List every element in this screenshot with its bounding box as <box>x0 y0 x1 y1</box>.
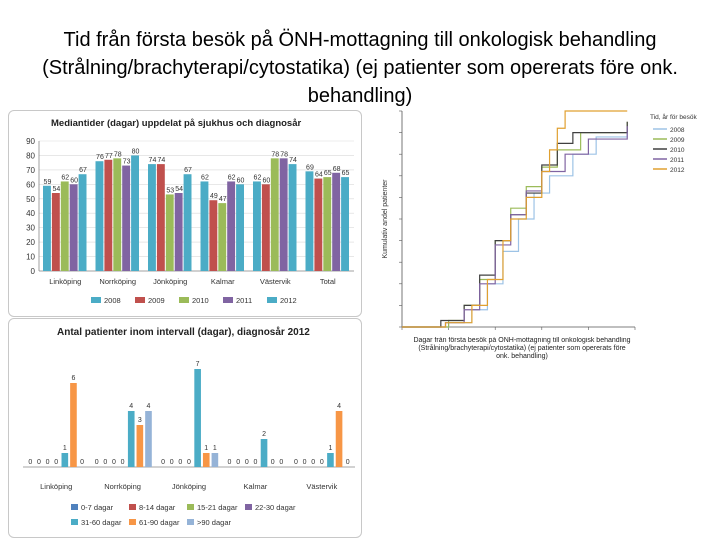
x-tick-label: Västervik <box>306 482 338 491</box>
x-tick-label: Norrköping <box>104 482 141 491</box>
data-label: 0 <box>236 459 241 466</box>
bar-2011-total <box>332 173 340 271</box>
data-label: 78 <box>113 151 122 159</box>
data-label: 1 <box>212 445 217 452</box>
step-line-2012 <box>402 111 627 327</box>
x-tick-label: Jönköping <box>153 277 188 286</box>
legend-label-31-60-dagar: 31-60 dagar <box>81 518 122 527</box>
data-label: 54 <box>52 186 61 193</box>
data-label: 77 <box>104 152 113 160</box>
y-tick-label: 60 <box>26 180 35 190</box>
legend-swatch-22-30-dagar <box>245 504 252 510</box>
data-label: 4 <box>129 403 134 410</box>
step-line-2008 <box>402 128 627 327</box>
data-label: 68 <box>332 165 341 173</box>
y-tick-label: 80 <box>26 151 35 161</box>
data-label: 2 <box>262 431 266 438</box>
data-label: 0 <box>161 459 166 466</box>
bar-2010-västervik <box>271 158 279 271</box>
data-label: 47 <box>218 196 227 204</box>
bar-2012-total <box>341 177 349 271</box>
x-tick-label: Linköping <box>40 482 73 491</box>
data-label: 0 <box>345 459 350 466</box>
data-label: 0 <box>120 459 125 466</box>
data-label: 67 <box>184 167 192 175</box>
legend-label-2008: 2008 <box>670 127 685 134</box>
data-label: 60 <box>236 177 245 185</box>
y-tick-label: 0 <box>30 267 35 276</box>
y-tick-label: 30 <box>26 223 35 233</box>
data-label: 4 <box>146 403 151 410</box>
data-label: 0 <box>45 459 50 466</box>
data-label: 0 <box>36 459 41 466</box>
bar-2010-kalmar <box>218 203 226 271</box>
data-label: 0 <box>244 459 249 466</box>
step-line-2009 <box>402 122 627 327</box>
data-label: 69 <box>306 164 314 172</box>
bar-2008-kalmar <box>201 181 209 271</box>
legend-label-2010: 2010 <box>670 147 685 154</box>
data-label: 67 <box>79 167 87 175</box>
data-label: 0 <box>319 459 324 466</box>
bar-31-60-dagar-linköping <box>62 453 69 467</box>
data-label: 0 <box>253 459 258 466</box>
data-label: 74 <box>289 157 297 165</box>
bar-2009-västervik <box>262 184 270 271</box>
bar-2012-kalmar <box>236 184 244 271</box>
legend-label-2009: 2009 <box>148 296 165 305</box>
x-tick-label: Kalmar <box>243 482 268 491</box>
bar-2011-västervik <box>280 158 288 271</box>
data-label: 1 <box>204 445 209 452</box>
legend-swatch-2009 <box>135 297 145 303</box>
chart-title: Antal patienter inom intervall (dagar), diagnosår 2012 <box>57 327 310 338</box>
bar-61-90-dagar-linköping <box>70 383 77 467</box>
bar-31-60-dagar-västervik <box>327 453 334 467</box>
bar-2009-total <box>314 179 322 271</box>
data-label: 78 <box>280 151 289 159</box>
bar-2011-norrköping <box>122 166 130 271</box>
legend-label-22-30-dagar: 22-30 dagar <box>255 503 296 512</box>
y-tick-label: 70 <box>26 165 35 175</box>
data-label: 0 <box>28 459 33 466</box>
bar-2012-jönköping <box>184 174 192 271</box>
data-label: 0 <box>80 459 85 466</box>
legend-swatch--90-dagar <box>187 519 194 525</box>
bar-61-90-dagar-norrköping <box>137 425 144 467</box>
legend-label-2011: 2011 <box>236 296 253 305</box>
x-tick-label: Jönköping <box>171 482 207 491</box>
bar-2008-västervik <box>253 181 261 271</box>
bar-2012-västervik <box>289 164 297 271</box>
data-label: 62 <box>253 174 262 182</box>
legend-swatch-31-60-dagar <box>71 519 78 525</box>
bar-2008-norrköping <box>96 161 104 271</box>
bar-2009-linköping <box>52 193 60 271</box>
legend-swatch-0-7-dagar <box>71 504 78 510</box>
x-tick-label: Kalmar <box>210 277 235 286</box>
data-label: 6 <box>71 375 76 382</box>
data-label: 0 <box>94 459 99 466</box>
slide-title: Tid från första besök på ÖNH-mottagning till onkologisk behandling (Strålning/brachyterapi/cytostatika) (ej patienter som opererats före onk. behandling) <box>42 29 678 106</box>
bar-2009-kalmar <box>209 200 217 271</box>
bar-2011-linköping <box>70 184 78 271</box>
data-label: 0 <box>302 459 307 466</box>
patients-interval-svg <box>9 319 361 537</box>
bar-2010-norrköping <box>113 158 121 271</box>
legend-label--90-dagar: >90 dagar <box>197 518 231 527</box>
legend-swatch-2010 <box>179 297 189 303</box>
data-label: 74 <box>157 157 166 165</box>
data-label: 7 <box>195 361 200 368</box>
legend-label-2012: 2012 <box>670 167 685 174</box>
legend-label-2010: 2010 <box>192 296 209 305</box>
data-label: 0 <box>270 459 275 466</box>
y-axis-label: Kumulativ andel patienter <box>382 179 389 259</box>
data-label: 62 <box>201 174 209 182</box>
median-times-svg <box>9 111 361 316</box>
y-tick-label: 90 <box>26 137 35 146</box>
data-label: 53 <box>166 187 175 195</box>
data-label: 0 <box>178 459 183 466</box>
data-label: 76 <box>96 154 104 162</box>
bar-31-60-dagar-jönköping <box>194 369 201 467</box>
data-label: 65 <box>323 170 332 178</box>
legend-swatch-15-21-dagar <box>187 504 194 510</box>
bar-2010-linköping <box>61 181 69 271</box>
data-label: 0 <box>112 459 116 466</box>
legend-label-2009: 2009 <box>670 137 685 144</box>
data-label: 64 <box>314 171 323 179</box>
data-label: 62 <box>61 174 70 182</box>
legend-swatch-2011 <box>223 297 233 303</box>
x-tick-label: Västervik <box>259 277 291 286</box>
data-label: 65 <box>341 170 350 178</box>
data-label: 78 <box>271 151 280 159</box>
x-tick-label: Total <box>319 277 336 286</box>
data-label: 49 <box>209 193 218 201</box>
data-label: 60 <box>70 177 79 185</box>
data-label: 0 <box>169 459 174 466</box>
x-axis-label-container <box>412 337 632 393</box>
y-tick-label: 20 <box>26 238 35 248</box>
bar-2010-jönköping <box>166 194 174 271</box>
data-label: 0 <box>293 459 298 466</box>
bar-31-60-dagar-kalmar <box>261 439 268 467</box>
y-tick-label: 10 <box>26 252 35 262</box>
data-label: 80 <box>131 148 140 156</box>
legend-label-2011: 2011 <box>670 157 684 164</box>
legend-label-0-7-dagar: 0-7 dagar <box>81 503 114 512</box>
data-label: 1 <box>328 445 333 452</box>
legend-label-15-21-dagar: 15-21 dagar <box>197 503 238 512</box>
legend-swatch-8-14-dagar <box>129 504 136 510</box>
legend-label-8-14-dagar: 8-14 dagar <box>139 503 176 512</box>
bar-61-90-dagar-västervik <box>336 411 343 467</box>
data-label: 0 <box>311 459 316 466</box>
bar-2008-total <box>306 171 314 271</box>
legend-swatch-2008 <box>91 297 101 303</box>
data-label: 73 <box>122 158 131 166</box>
x-tick-label: Norrköping <box>99 277 137 286</box>
data-label: 3 <box>137 417 142 424</box>
patients-interval-chart <box>8 318 362 538</box>
y-tick-label: 50 <box>26 194 35 204</box>
data-label: 60 <box>262 177 271 185</box>
data-label: 4 <box>337 403 342 410</box>
step-line-2010 <box>402 122 627 327</box>
data-label: 54 <box>175 186 184 193</box>
data-label: 59 <box>43 178 52 186</box>
step-line-2011 <box>402 126 627 327</box>
legend-swatch-61-90-dagar <box>129 519 136 525</box>
legend-title: Tid, år för besök <box>650 114 697 121</box>
median-times-chart <box>8 110 362 317</box>
bar--90-dagar-jönköping <box>212 453 219 467</box>
x-tick-label: Linköping <box>49 277 82 286</box>
cumulative-share-chart <box>370 105 720 395</box>
bar-2009-norrköping <box>104 160 112 271</box>
data-label: 1 <box>62 445 67 452</box>
legend-label-61-90-dagar: 61-90 dagar <box>139 518 180 527</box>
bar-2009-jönköping <box>157 164 165 271</box>
bar-2011-kalmar <box>227 181 235 271</box>
legend-label-2008: 2008 <box>104 296 121 305</box>
x-axis-label: Dagar från första besök på ÖNH-mottagning till onkologisk behandling (Strålning/brachyterapi/cytostatika) (ej patienter som opererats före onk. behandling) <box>413 337 631 360</box>
bar-61-90-dagar-jönköping <box>203 453 210 467</box>
bar--90-dagar-norrköping <box>145 411 152 467</box>
data-label: 0 <box>54 459 59 466</box>
data-label: 0 <box>227 459 232 466</box>
data-label: 0 <box>103 459 108 466</box>
y-tick-label: 40 <box>26 209 35 219</box>
cumulative-share-svg <box>370 105 720 395</box>
bar-2010-total <box>323 177 331 271</box>
bar-2011-jönköping <box>175 193 183 271</box>
data-label: 74 <box>148 157 157 165</box>
bar-31-60-dagar-norrköping <box>128 411 135 467</box>
legend-swatch-2012 <box>267 297 277 303</box>
bar-2008-jönköping <box>148 164 156 271</box>
data-label: 0 <box>279 459 284 466</box>
bar-2012-linköping <box>79 174 87 271</box>
legend-label-2012: 2012 <box>280 296 297 305</box>
bar-2008-linköping <box>43 186 51 271</box>
data-label: 62 <box>227 174 236 182</box>
chart-title: Mediantider (dagar) uppdelat på sjukhus och diagnosår <box>51 118 302 129</box>
data-label: 0 <box>187 459 191 466</box>
bar-2012-norrköping <box>131 155 139 271</box>
